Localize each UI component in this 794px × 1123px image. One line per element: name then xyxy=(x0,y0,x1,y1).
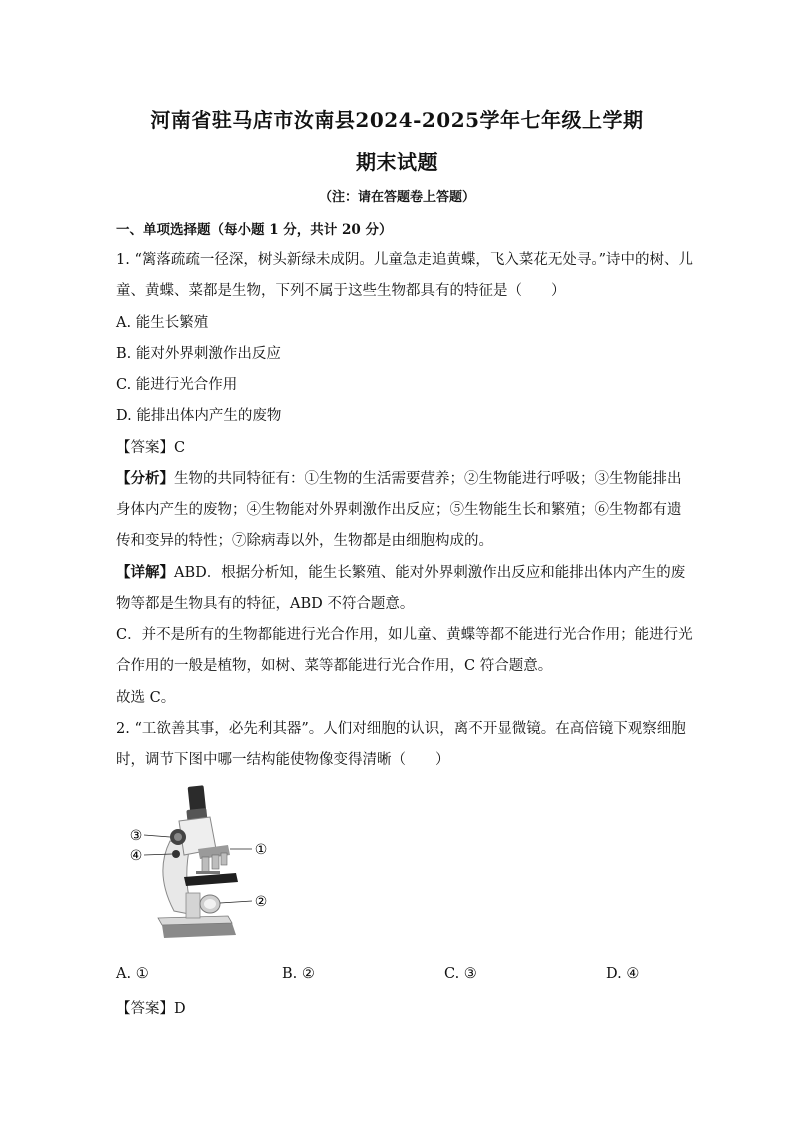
q1-option-b: B. 能对外界刺激作出反应 xyxy=(116,346,281,362)
q1-conclusion: 故选 C。 xyxy=(116,690,176,706)
figure-label-3: ③ xyxy=(129,828,143,844)
detail-text: ABD．根据分析知，能生长繁殖、能对外界刺激作出反应和能排出体内产生的废 xyxy=(174,565,686,581)
q2-answer: 【答案】D xyxy=(116,1001,186,1017)
q2-option-b: B. ② xyxy=(282,966,315,982)
exam-note: （注：请在答题卷上答题） xyxy=(318,190,475,205)
detail-tag: 【详解】 xyxy=(116,564,174,581)
q1-option-c: C. 能进行光合作用 xyxy=(116,377,238,393)
analysis-tag: 【分析】 xyxy=(116,470,174,487)
q1-detail-line3: C．并不是所有的生物都能进行光合作用，如儿童、黄蝶等都不能进行光合作用；能进行光 xyxy=(116,627,693,643)
q1-option-d: D. 能排出体内产生的废物 xyxy=(116,408,282,424)
figure-label-1: ① xyxy=(254,842,268,858)
q1-detail-line2: 物等都是生物具有的特征，ABD 不符合题意。 xyxy=(116,596,415,612)
figure-label-4: ④ xyxy=(129,848,143,864)
document-title-line1: 河南省驻马店市汝南县2024-2025学年七年级上学期 xyxy=(150,108,644,132)
q1-option-a: A. 能生长繁殖 xyxy=(116,315,209,331)
q1-detail-line4: 合作用的一般是植物，如树、菜等都能进行光合作用，C 符合题意。 xyxy=(116,658,553,674)
q2-stem-line2: 时，调节下图中哪一结构能使物像变得清晰（ ） xyxy=(116,752,450,768)
q1-stem-line2: 童、黄蝶、菜都是生物，下列不属于这些生物都具有的特征是（ ） xyxy=(116,283,566,299)
q1-analysis-line2: 身体内产生的废物；④生物能对外界刺激作出反应；⑤生物能生长和繁殖；⑥生物都有遗 xyxy=(116,502,682,518)
q1-stem-line1: 1. “篱落疏疏一径深，树头新绿未成阴。儿童急走追黄蝶，飞入菜花无处寻。”诗中的树、儿 xyxy=(116,252,694,268)
microscope-figure xyxy=(124,783,274,948)
q2-stem-line1: 2. “工欲善其事，必先利其器”。人们对细胞的认识，离不开显微镜。在高倍镜下观察细胞 xyxy=(116,721,686,737)
document-title-line2: 期末试题 xyxy=(356,150,438,174)
section-heading: 一、单项选择题（每小题 1 分，共计 20 分） xyxy=(116,222,393,238)
q2-option-a: A. ① xyxy=(116,966,149,982)
q2-option-c: C. ③ xyxy=(444,966,477,982)
figure-label-2: ② xyxy=(254,894,268,910)
analysis-text: 生物的共同特征有：①生物的生活需要营养；②生物能进行呼吸；③生物能排出 xyxy=(174,471,682,487)
q1-analysis-line1 xyxy=(116,467,686,488)
q2-option-d: D. ④ xyxy=(606,966,640,982)
q1-answer: 【答案】C xyxy=(116,440,186,456)
q1-detail-line1 xyxy=(116,561,686,582)
q1-analysis-line3: 传和变异的特性；⑦除病毒以外，生物都是由细胞构成的。 xyxy=(116,533,493,549)
